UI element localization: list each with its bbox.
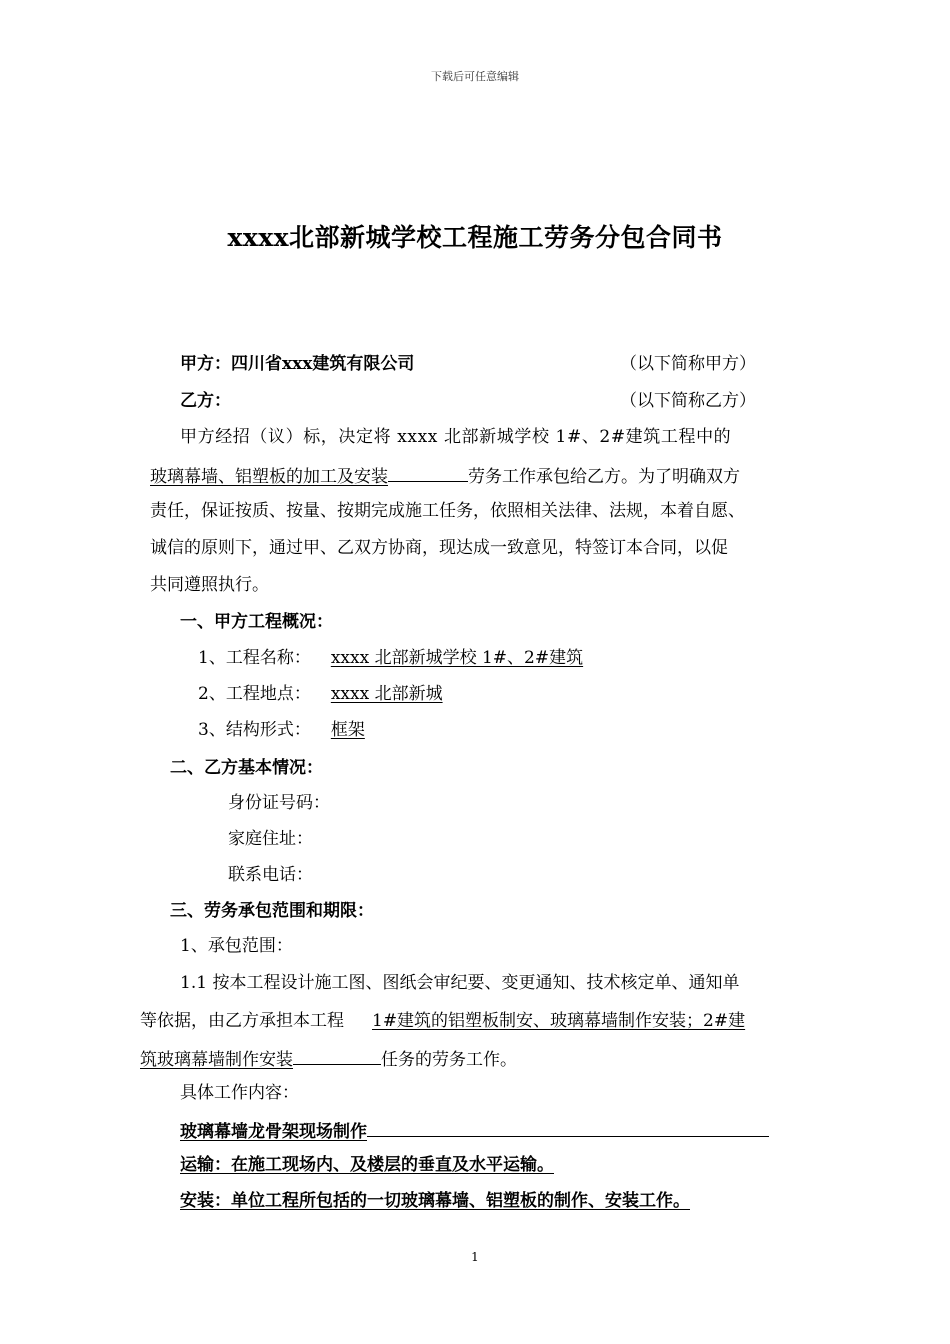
work-item-2: 运输：在施工现场内、及楼层的垂直及水平运输。 xyxy=(180,1155,554,1175)
structure-type-label: 3、结构形式： xyxy=(198,720,311,740)
project-name-value: xxxx 北部新城学校 1#、2#建筑 xyxy=(330,648,584,668)
work-item-1-text: 玻璃幕墙龙骨架现场制作 xyxy=(180,1122,367,1142)
party-a-note: （以下简称甲方） xyxy=(620,354,756,374)
scope-line-3 xyxy=(140,1046,517,1071)
intro-line-2-rest: 劳务工作承包给乙方。为了明确双方 xyxy=(468,467,740,487)
page-number: 1 xyxy=(471,1250,479,1264)
work-content-label: 具体工作内容： xyxy=(180,1083,299,1103)
page-header: 下载后可任意编辑 xyxy=(431,70,519,83)
document-title: xxxx北部新城学校工程施工劳务分包合同书 xyxy=(227,223,723,252)
fill-blank xyxy=(367,1118,769,1137)
section-3-heading: 三、劳务承包范围和期限： xyxy=(170,901,374,921)
project-name-row xyxy=(198,647,583,669)
scope-line-2-prefix: 等依据，由乙方承担本工程 xyxy=(140,1011,344,1031)
intro-line-3: 责任，保证按质、按量、按期完成施工任务，依照相关法律、法规，本着自愿、 xyxy=(150,501,745,521)
project-location-row xyxy=(198,683,443,705)
party-a-label: 甲方：四川省xxx建筑有限公司 xyxy=(180,354,415,374)
scope-line-1: 1.1 按本工程设计施工图、图纸会审纪要、变更通知、技术核定单、通知单 xyxy=(180,973,740,993)
section-1-heading: 一、甲方工程概况： xyxy=(180,612,333,632)
intro-line-1: 甲方经招（议）标，决定将 xxxx 北部新城学校 1#、2#建筑工程中的 xyxy=(180,427,732,447)
project-location-label: 2、工程地点： xyxy=(198,684,311,704)
home-address-label: 家庭住址： xyxy=(228,829,313,849)
work-item-3: 安装：单位工程所包括的一切玻璃幕墙、铝塑板的制作、安装工作。 xyxy=(180,1191,690,1211)
party-b-note: （以下简称乙方） xyxy=(620,391,756,411)
fill-blank xyxy=(293,1046,381,1065)
structure-type-value: 框架 xyxy=(330,720,365,740)
intro-line-5: 共同遵照执行。 xyxy=(150,575,269,595)
scope-line-3-rest: 任务的劳务工作。 xyxy=(381,1050,517,1070)
id-number-label: 身份证号码： xyxy=(228,793,330,813)
scope-line-2-underlined: 1#建筑的铝塑板制安、玻璃幕墙制作安装；2#建 xyxy=(372,1011,746,1031)
structure-type-row xyxy=(198,719,365,741)
project-name-label: 1、工程名称： xyxy=(198,648,311,668)
work-scope-underlined: 玻璃幕墙、铝塑板的加工及安装 xyxy=(150,467,388,487)
fill-blank xyxy=(388,463,468,482)
scope-line-2 xyxy=(140,1010,745,1032)
section-2-heading: 二、乙方基本情况： xyxy=(170,758,323,778)
party-b-label: 乙方： xyxy=(180,391,231,411)
scope-subheading: 1、承包范围： xyxy=(180,936,293,956)
project-location-value: xxxx 北部新城 xyxy=(330,684,443,704)
scope-line-3-underlined: 筑玻璃幕墙制作安装 xyxy=(140,1050,293,1070)
phone-label: 联系电话： xyxy=(228,865,313,885)
intro-line-4: 诚信的原则下，通过甲、乙双方协商，现达成一致意见，特签订本合同，以促 xyxy=(150,538,728,558)
work-item-1 xyxy=(180,1118,769,1143)
intro-line-2 xyxy=(150,463,740,488)
